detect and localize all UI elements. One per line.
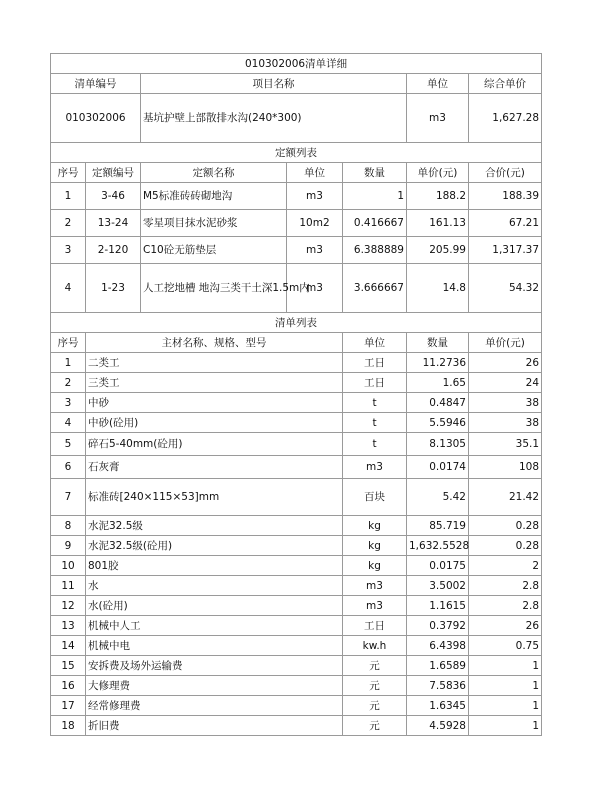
bill-detail-table: [50, 53, 542, 736]
material-price: 2.8: [469, 596, 542, 616]
material-qty: 0.0175: [407, 556, 469, 576]
quota-price: 14.8: [407, 264, 469, 313]
quota-col-code: 定额编号: [86, 163, 141, 183]
material-row: [51, 433, 542, 456]
material-row: [51, 353, 542, 373]
quota-col-name: 定额名称: [141, 163, 287, 183]
material-no: 3: [51, 393, 86, 413]
material-name: 机械中电: [86, 636, 343, 656]
material-name: 水泥32.5级(砼用): [86, 536, 343, 556]
material-no: 14: [51, 636, 86, 656]
material-no: 17: [51, 696, 86, 716]
material-qty: 5.42: [407, 479, 469, 516]
material-row: [51, 536, 542, 556]
table-title: 010302006清单详细: [51, 54, 542, 74]
material-row: [51, 636, 542, 656]
material-qty: 3.5002: [407, 576, 469, 596]
title-row: [51, 54, 542, 74]
material-price: 0.75: [469, 636, 542, 656]
name-label: 项目名称: [141, 74, 407, 94]
material-unit: t: [343, 393, 407, 413]
material-name: 801胶: [86, 556, 343, 576]
material-price: 1: [469, 676, 542, 696]
bill-unit: m3: [407, 94, 469, 143]
quota-price: 205.99: [407, 237, 469, 264]
material-price: 1: [469, 716, 542, 736]
quota-col-price: 单价(元): [407, 163, 469, 183]
quota-name: 人工挖地槽 地沟三类干土深1.5m内: [141, 264, 287, 313]
quota-price: 188.2: [407, 183, 469, 210]
mat-col-no: 序号: [51, 333, 86, 353]
material-qty: 85.719: [407, 516, 469, 536]
quota-total: 188.39: [469, 183, 542, 210]
material-unit: t: [343, 433, 407, 456]
mat-col-qty: 数量: [407, 333, 469, 353]
material-qty: 4.5928: [407, 716, 469, 736]
material-price: 38: [469, 413, 542, 433]
material-no: 10: [51, 556, 86, 576]
quota-price: 161.13: [407, 210, 469, 237]
quota-no: 1: [51, 183, 86, 210]
material-unit: 元: [343, 676, 407, 696]
material-unit: kw.h: [343, 636, 407, 656]
material-price: 26: [469, 353, 542, 373]
material-qty: 11.2736: [407, 353, 469, 373]
material-price: 38: [469, 393, 542, 413]
bill-price: 1,627.28: [469, 94, 542, 143]
material-name: 经常修理费: [86, 696, 343, 716]
material-price: 0.28: [469, 536, 542, 556]
material-unit: kg: [343, 556, 407, 576]
material-no: 13: [51, 616, 86, 636]
material-name: 大修理费: [86, 676, 343, 696]
material-price: 108: [469, 456, 542, 479]
material-name: 安拆费及场外运输费: [86, 656, 343, 676]
material-row: [51, 656, 542, 676]
quota-row: [51, 237, 542, 264]
quota-unit: m3: [287, 237, 343, 264]
material-unit: 元: [343, 656, 407, 676]
price-label: 综合单价: [469, 74, 542, 94]
material-no: 12: [51, 596, 86, 616]
quota-qty: 6.388889: [343, 237, 407, 264]
material-no: 7: [51, 479, 86, 516]
quota-name: C10砼无筋垫层: [141, 237, 287, 264]
quota-unit: m3: [287, 183, 343, 210]
material-unit: m3: [343, 576, 407, 596]
material-unit: 元: [343, 696, 407, 716]
material-name: 水(砼用): [86, 596, 343, 616]
quota-row: [51, 264, 542, 313]
mat-col-name: 主材名称、规格、型号: [86, 333, 343, 353]
material-qty: 1.6589: [407, 656, 469, 676]
material-no: 16: [51, 676, 86, 696]
material-unit: 元: [343, 716, 407, 736]
material-no: 1: [51, 353, 86, 373]
material-no: 18: [51, 716, 86, 736]
material-name: 机械中人工: [86, 616, 343, 636]
material-no: 15: [51, 656, 86, 676]
material-qty: 1.65: [407, 373, 469, 393]
material-row: [51, 456, 542, 479]
materials-section-title: 清单列表: [51, 313, 542, 333]
material-qty: 0.3792: [407, 616, 469, 636]
material-unit: m3: [343, 456, 407, 479]
bill-name: 基坑护壁上部散排水沟(240*300): [141, 94, 407, 143]
material-unit: m3: [343, 596, 407, 616]
quota-total: 67.21: [469, 210, 542, 237]
material-qty: 6.4398: [407, 636, 469, 656]
material-price: 24: [469, 373, 542, 393]
quota-header-row: [51, 163, 542, 183]
material-name: 碎石5-40mm(砼用): [86, 433, 343, 456]
material-row: [51, 716, 542, 736]
header-label-row: [51, 74, 542, 94]
quota-code: 1-23: [86, 264, 141, 313]
quota-code: 13-24: [86, 210, 141, 237]
material-qty: 1.1615: [407, 596, 469, 616]
quota-total: 54.32: [469, 264, 542, 313]
quota-col-qty: 数量: [343, 163, 407, 183]
material-no: 9: [51, 536, 86, 556]
quota-total: 1,317.37: [469, 237, 542, 264]
material-qty: 5.5946: [407, 413, 469, 433]
mat-col-unit: 单位: [343, 333, 407, 353]
material-row: [51, 556, 542, 576]
material-qty: 0.0174: [407, 456, 469, 479]
materials-header-row: [51, 333, 542, 353]
material-unit: t: [343, 413, 407, 433]
material-unit: 百块: [343, 479, 407, 516]
material-price: 35.1: [469, 433, 542, 456]
material-price: 21.42: [469, 479, 542, 516]
material-no: 2: [51, 373, 86, 393]
material-name: 水泥32.5级: [86, 516, 343, 536]
mat-col-price: 单价(元): [469, 333, 542, 353]
material-row: [51, 373, 542, 393]
header-value-row: [51, 94, 542, 143]
material-unit: 工日: [343, 616, 407, 636]
material-qty: 1.6345: [407, 696, 469, 716]
material-price: 2: [469, 556, 542, 576]
material-name: 中砂(砼用): [86, 413, 343, 433]
material-name: 二类工: [86, 353, 343, 373]
material-row: [51, 616, 542, 636]
material-no: 5: [51, 433, 86, 456]
material-price: 0.28: [469, 516, 542, 536]
quota-col-no: 序号: [51, 163, 86, 183]
material-name: 标准砖[240×115×53]mm: [86, 479, 343, 516]
quota-row: [51, 183, 542, 210]
material-unit: 工日: [343, 373, 407, 393]
material-row: [51, 576, 542, 596]
quota-no: 2: [51, 210, 86, 237]
material-price: 26: [469, 616, 542, 636]
material-qty: 7.5836: [407, 676, 469, 696]
quota-unit: 10m2: [287, 210, 343, 237]
material-row: [51, 696, 542, 716]
material-row: [51, 676, 542, 696]
quota-qty: 0.416667: [343, 210, 407, 237]
material-name: 折旧费: [86, 716, 343, 736]
material-no: 11: [51, 576, 86, 596]
quota-section-title: 定额列表: [51, 143, 542, 163]
quota-section-row: [51, 143, 542, 163]
material-row: [51, 393, 542, 413]
material-price: 1: [469, 656, 542, 676]
material-name: 水: [86, 576, 343, 596]
material-row: [51, 413, 542, 433]
quota-code: 2-120: [86, 237, 141, 264]
material-row: [51, 596, 542, 616]
quota-unit: m3: [287, 264, 343, 313]
quota-name: 零星项目抹水泥砂浆: [141, 210, 287, 237]
material-unit: 工日: [343, 353, 407, 373]
quota-row: [51, 210, 542, 237]
material-name: 三类工: [86, 373, 343, 393]
quota-col-total: 合价(元): [469, 163, 542, 183]
material-name: 中砂: [86, 393, 343, 413]
material-name: 石灰膏: [86, 456, 343, 479]
quota-col-unit: 单位: [287, 163, 343, 183]
material-qty: 1,632.5528: [407, 536, 469, 556]
quota-code: 3-46: [86, 183, 141, 210]
material-qty: 8.1305: [407, 433, 469, 456]
bill-code: 010302006: [51, 94, 141, 143]
material-qty: 0.4847: [407, 393, 469, 413]
material-row: [51, 479, 542, 516]
material-unit: kg: [343, 516, 407, 536]
material-no: 6: [51, 456, 86, 479]
code-label: 清单编号: [51, 74, 141, 94]
quota-no: 4: [51, 264, 86, 313]
unit-label: 单位: [407, 74, 469, 94]
material-no: 8: [51, 516, 86, 536]
material-unit: kg: [343, 536, 407, 556]
quota-name: M5标准砖砖砌地沟: [141, 183, 287, 210]
quota-no: 3: [51, 237, 86, 264]
material-price: 2.8: [469, 576, 542, 596]
material-no: 4: [51, 413, 86, 433]
material-row: [51, 516, 542, 536]
quota-qty: 1: [343, 183, 407, 210]
quota-qty: 3.666667: [343, 264, 407, 313]
materials-section-row: [51, 313, 542, 333]
material-price: 1: [469, 696, 542, 716]
